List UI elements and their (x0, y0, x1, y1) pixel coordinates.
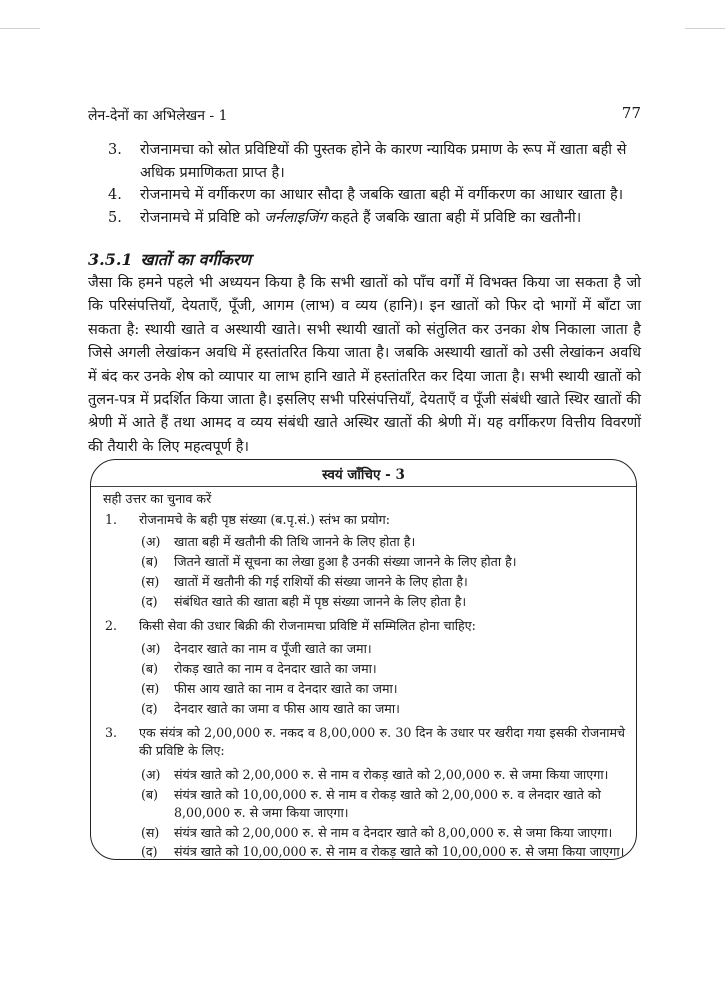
option-label: (द) (141, 701, 158, 716)
question-text: किसी सेवा की उधार बिक्री की रोजनामचा प्रविष्टि में सम्मिलित होना चाहिए: (139, 618, 476, 633)
question (105, 724, 625, 760)
list-item-text (140, 207, 643, 230)
list-item-text: रोजनामचा को स्रोत प्रविष्टियों की पुस्तक होने के कारण न्यायिक प्रमाण के रूप में खाता बही से अधिक प्रमाणिकता प्राप्त है। (140, 142, 627, 181)
question (105, 617, 625, 635)
answer-option (141, 786, 627, 822)
question-text: रोजनामचे के बही पृष्ठ संख्या (ब.पृ.सं.) स्तंभ का प्रयोग: (139, 512, 391, 527)
list-item (108, 207, 643, 230)
option-label: (स) (141, 574, 160, 589)
emphasis-term: जर्नलाइजिंग (264, 210, 327, 226)
list-item-number: 5. (108, 210, 122, 226)
list-item (108, 139, 643, 185)
section-number: 3.5.1 (88, 250, 133, 269)
option-label: (ब) (141, 787, 159, 802)
answer-option (141, 660, 627, 678)
answer-option (141, 640, 627, 658)
list-item-text: रोजनामचे में वर्गीकरण का आधार सौदा है जबकि खाता बही में वर्गीकरण का आधार खाता है। (140, 187, 624, 203)
question-number: 1. (105, 512, 118, 527)
self-check-box (90, 459, 637, 860)
question-number: 3. (105, 725, 118, 740)
list-item (108, 184, 643, 207)
option-text: खाता बही में खतौनी की तिथि जानने के लिए होता है। (174, 534, 416, 549)
question-number: 2. (105, 618, 118, 633)
option-text: जितने खातों में सूचना का लेखा हुआ है उनकी संख्या जानने के लिए होता है। (174, 554, 517, 569)
quiz-instruction: सही उत्तर का चुनाव करें (103, 491, 212, 506)
text-run: कहते हैं जबकि खाता बही में प्रविष्टि का खतौनी। (326, 210, 582, 226)
text-run: रोजनामचे में प्रविष्टि को (140, 210, 265, 226)
section-heading (88, 248, 259, 270)
option-label: (स) (141, 681, 160, 696)
option-text: संयंत्र खाते को 10,00,000 रु. से नाम व रोकड़ खाते को 10,00,000 रु. से जमा किया जाएगा। (174, 844, 625, 859)
option-label: (द) (141, 594, 158, 609)
list-item-number: 3. (108, 142, 122, 158)
list-item-number: 4. (108, 187, 122, 203)
question-text: एक संयंत्र को 2,00,000 रु. नकद व 8,00,000 रु. 30 दिन के उधार पर खरीदा गया इसकी रोजनामचे की प्रविष्टि के लिए: (139, 725, 625, 758)
option-text: देनदार खाते का जमा व फीस आय खाते का जमा। (174, 701, 400, 716)
section-title: खातों का वर्गीकरण (140, 250, 252, 269)
option-text: फीस आय खाते का नाम व देनदार खाते का जमा। (174, 681, 398, 696)
answer-option (141, 843, 627, 861)
option-text: संयंत्र खाते को 2,00,000 रु. से नाम व देनदार खाते को 8,00,000 रु. से जमा किया जाएगा। (174, 825, 613, 840)
option-label: (ब) (141, 661, 159, 676)
box-content (91, 460, 636, 859)
option-label: (ब) (141, 554, 159, 569)
crop-mark-right (685, 28, 725, 29)
answer-option (141, 824, 627, 842)
answer-option (141, 593, 627, 611)
answer-option (141, 533, 627, 551)
option-label: (अ) (141, 534, 161, 549)
box-title: स्वयं जाँचिए - 3 (322, 467, 405, 483)
page-number: 77 (621, 104, 641, 122)
option-label: (स) (141, 825, 160, 840)
option-text: देनदार खाते का नाम व पूँजी खाते का जमा। (174, 641, 372, 656)
option-label: (द) (141, 844, 158, 859)
answer-option (141, 573, 627, 591)
body-paragraph: जैसा कि हमने पहले भी अध्ययन किया है कि सभी खातों को पाँच वर्गों में विभक्त किया जा सकता है जो कि परिसंपत्तियाँ, देयताएँ, पूँजी, आगम (लाभ) व व्यय (हानि)। इन खातों को फिर दो भागों में बाँटा जा सकता है: स्थायी खाते व अस्थायी खाते। सभी स्थायी खातों को संतुलित कर उनका शेष निकाला जाता है जिसे अगली लेखांकन अवधि में हस्तांतरित किया जाता है। जबकि अस्थायी खातों को उसी लेखांकन अवधि में बंद कर उनके शेष को व्यापार या लाभ हानि खाते में हस्तांतरित कर दिया जाता है। सभी स्थायी खातों को तुलन-पत्र में प्रदर्शित किया जाता है। इसलिए सभी परिसंपत्तियाँ, देयताएँ व पूँजी संबंधी खाते स्थिर खातों की श्रेणी में आते हैं तथा आमद व व्यय संबंधी खाते अस्थिर खातों की श्रेणी में। यह वर्गीकरण वित्तीय विवरणों की तैयारी के लिए महत्वपूर्ण है। (88, 275, 641, 455)
crop-mark-left (0, 28, 40, 29)
option-text: संबंधित खाते की खाता बही में पृष्ठ संख्या जानने के लिए होता है। (174, 594, 467, 609)
answer-option (141, 553, 627, 571)
option-text: रोकड़ खाते का नाम व देनदार खाते का जमा। (174, 661, 377, 676)
answer-option (141, 766, 627, 784)
option-text: संयंत्र खाते को 2,00,000 रु. से नाम व रोकड़ खाते को 2,00,000 रु. से जमा किया जाएगा। (174, 767, 609, 782)
answer-option (141, 700, 627, 718)
option-label: (अ) (141, 767, 161, 782)
option-label: (अ) (141, 641, 161, 656)
answer-option (141, 680, 627, 698)
chapter-title: लेन-देनों का अभिलेखन - 1 (88, 108, 228, 124)
option-text: खातों में खतौनी की गई राशियों की संख्या जानने के लिए होता है। (174, 574, 468, 589)
option-text: संयंत्र खाते को 10,00,000 रु. से नाम व रोकड़ खाते को 2,00,000 रु. व लेनदार खाते को 8,00,000 रु. से जमा किया जाएगा। (174, 787, 601, 820)
question (105, 511, 625, 529)
